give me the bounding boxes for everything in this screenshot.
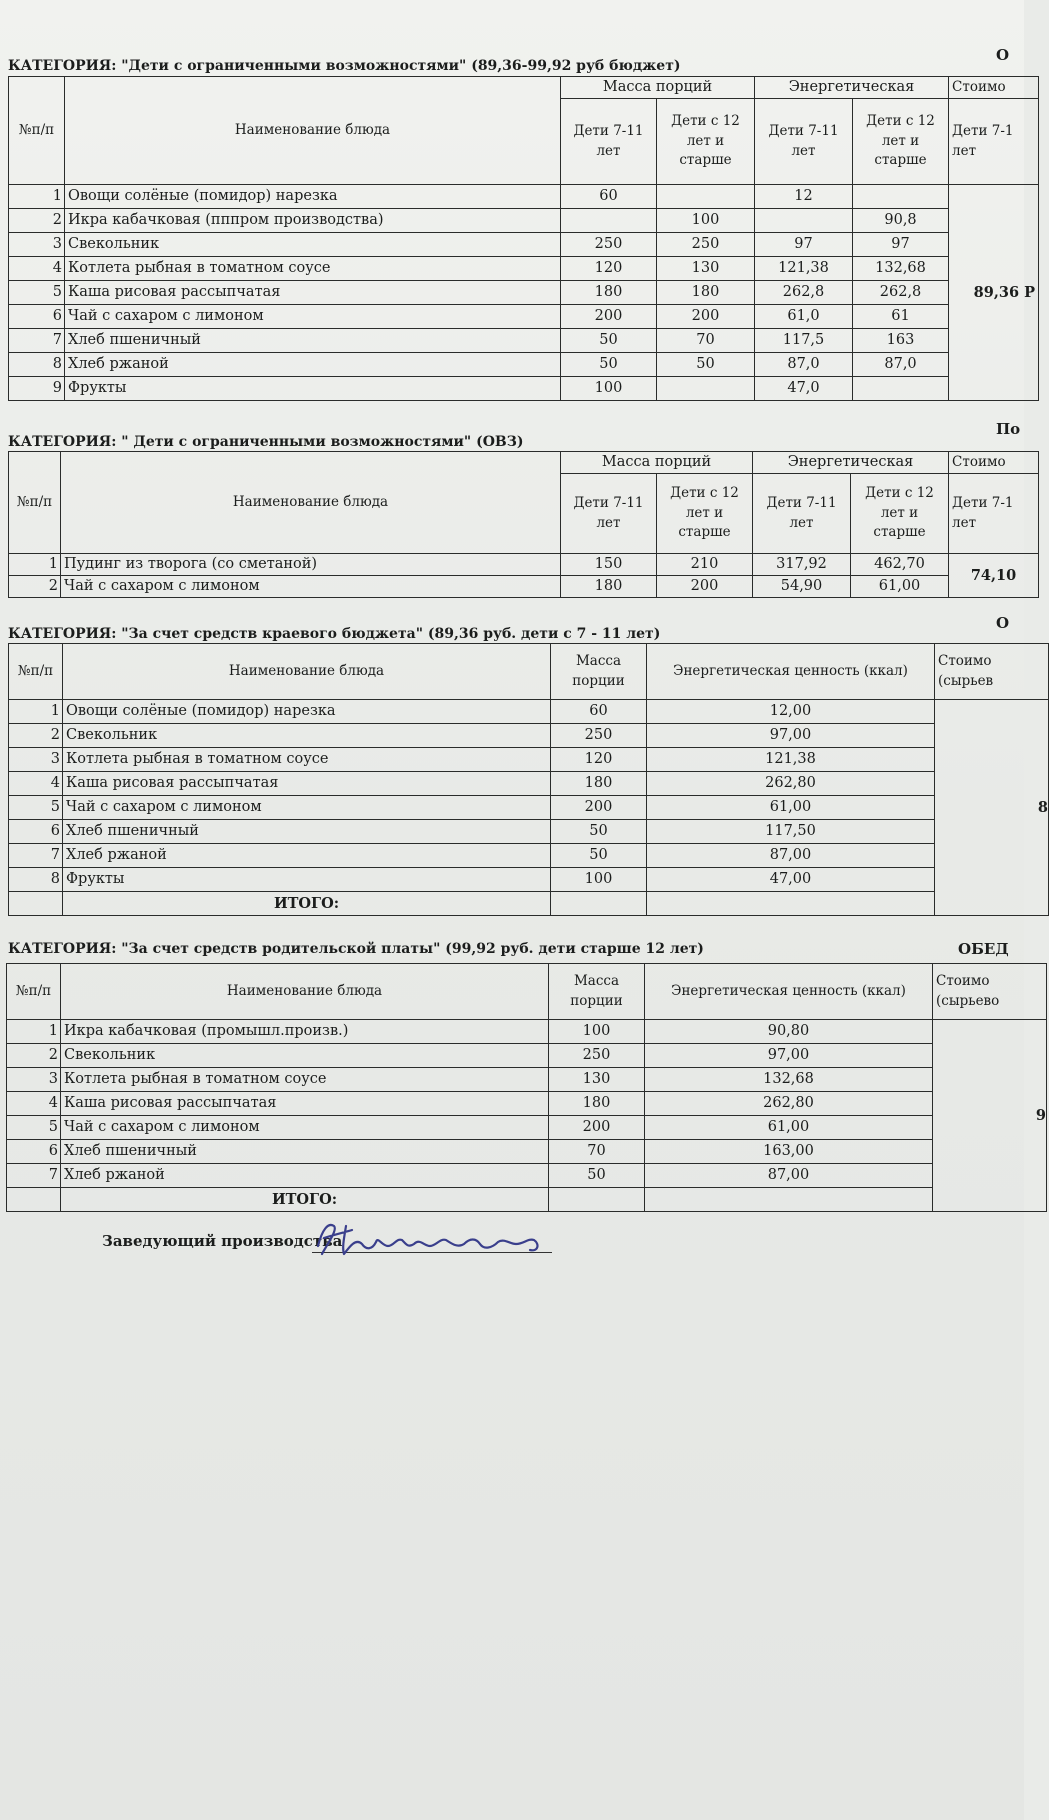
mass-7-11: 60	[561, 185, 657, 209]
header-energy: Энергетическая	[753, 452, 949, 474]
header-name: Наименование блюда	[61, 964, 549, 1020]
dish-name: Овощи солёные (помидор) нарезка	[65, 185, 561, 209]
row-number: 2	[7, 1044, 61, 1068]
menu-table-2	[8, 451, 1039, 598]
header-num: №п/п	[7, 964, 61, 1020]
energy-7-11: 47,0	[755, 377, 853, 401]
energy-7-11	[755, 209, 853, 233]
energy: 90,80	[645, 1020, 933, 1044]
row-number: 4	[7, 1092, 61, 1116]
row-number: 1	[9, 185, 65, 209]
row-number: 9	[9, 377, 65, 401]
total-blank	[9, 892, 63, 916]
mass: 200	[549, 1116, 645, 1140]
energy-12	[853, 377, 949, 401]
mass-12	[657, 377, 755, 401]
mass-12: 210	[657, 554, 753, 576]
energy-7-11: 87,0	[755, 353, 853, 377]
dish-name: Чай с сахаром с лимоном	[61, 1116, 549, 1140]
energy-7-11: 117,5	[755, 329, 853, 353]
header-energy-7-11: Дети 7-11 лет	[753, 474, 851, 554]
table-row	[9, 844, 1049, 868]
table-row	[9, 820, 1049, 844]
table-row	[9, 868, 1049, 892]
table-row	[9, 185, 1039, 209]
header-mass-7-11: Дети 7-11 лет	[561, 99, 657, 185]
total-blank	[7, 1188, 61, 1212]
energy: 117,50	[647, 820, 935, 844]
energy-12: 61	[853, 305, 949, 329]
mass: 250	[549, 1044, 645, 1068]
header-cost: Стоимо	[949, 452, 1039, 474]
dish-name: Овощи солёные (помидор) нарезка	[63, 700, 551, 724]
energy: 61,00	[647, 796, 935, 820]
mass-12: 100	[657, 209, 755, 233]
mass-12: 200	[657, 305, 755, 329]
total-row	[7, 1188, 1047, 1212]
header-name: Наименование блюда	[63, 644, 551, 700]
mass: 200	[551, 796, 647, 820]
energy-7-11: 61,0	[755, 305, 853, 329]
header-cost: Стоимо	[949, 77, 1039, 99]
energy: 121,38	[647, 748, 935, 772]
row-number: 3	[7, 1068, 61, 1092]
row-number: 4	[9, 257, 65, 281]
dish-name: Чай с сахаром с лимоном	[61, 576, 561, 598]
mass-12: 70	[657, 329, 755, 353]
row-number: 1	[9, 700, 63, 724]
mass-7-11: 120	[561, 257, 657, 281]
row-number: 3	[9, 748, 63, 772]
mass: 180	[549, 1092, 645, 1116]
cost-value: 74,10	[949, 554, 1039, 598]
header-cost-7-11: Дети 7-1 лет	[949, 99, 1039, 185]
energy-12: 462,70	[851, 554, 949, 576]
total-row	[9, 892, 1049, 916]
total-mass	[551, 892, 647, 916]
mass: 250	[551, 724, 647, 748]
mass-7-11	[561, 209, 657, 233]
header-cost-7-11: Дети 7-1 лет	[949, 474, 1039, 554]
row-number: 8	[9, 353, 65, 377]
cost-value: 9	[933, 1020, 1047, 1212]
header-energy-12: Дети с 12 лет и старше	[853, 99, 949, 185]
dish-name: Чай с сахаром с лимоном	[65, 305, 561, 329]
mass: 50	[551, 844, 647, 868]
mass-7-11: 50	[561, 353, 657, 377]
dish-name: Каша рисовая рассыпчатая	[63, 772, 551, 796]
table-row	[7, 1068, 1047, 1092]
category-title-4: КАТЕГОРИЯ: "За счет средств родительской платы" (99,92 руб. дети старше 12 лет)	[8, 941, 704, 957]
row-number: 6	[9, 820, 63, 844]
row-number: 7	[7, 1164, 61, 1188]
row-number: 1	[9, 554, 61, 576]
energy: 97,00	[647, 724, 935, 748]
mass: 50	[549, 1164, 645, 1188]
mass: 180	[551, 772, 647, 796]
energy-12: 90,8	[853, 209, 949, 233]
category-title-3: КАТЕГОРИЯ: "За счет средств краевого бюджета" (89,36 руб. дети с 7 - 11 лет)	[8, 626, 661, 642]
header-mass: Масса порции	[549, 964, 645, 1020]
table-row	[7, 1116, 1047, 1140]
header-cost: Стоимо (сырьево	[933, 964, 1047, 1020]
table-row	[9, 796, 1049, 820]
energy: 87,00	[645, 1164, 933, 1188]
mass-7-11: 180	[561, 281, 657, 305]
energy-12: 132,68	[853, 257, 949, 281]
mass-7-11: 50	[561, 329, 657, 353]
dish-name: Чай с сахаром с лимоном	[63, 796, 551, 820]
header-energy: Энергетическая	[755, 77, 949, 99]
menu-table-1	[8, 76, 1039, 401]
mass-12: 50	[657, 353, 755, 377]
row-number: 4	[9, 772, 63, 796]
header-mass: Масса порций	[561, 77, 755, 99]
table-row	[7, 1020, 1047, 1044]
mass-7-11: 250	[561, 233, 657, 257]
energy: 163,00	[645, 1140, 933, 1164]
mass: 120	[551, 748, 647, 772]
row-number: 2	[9, 576, 61, 598]
category-title-1: КАТЕГОРИЯ: "Дети с ограниченными возможностями" (89,36-99,92 руб бюджет)	[8, 58, 681, 74]
energy-12: 61,00	[851, 576, 949, 598]
mass: 50	[551, 820, 647, 844]
dish-name: Котлета рыбная в томатном соусе	[65, 257, 561, 281]
energy-7-11: 262,8	[755, 281, 853, 305]
row-number: 1	[7, 1020, 61, 1044]
dish-name: Свекольник	[65, 233, 561, 257]
menu-table-3	[8, 643, 1049, 916]
total-mass	[549, 1188, 645, 1212]
table-row	[9, 233, 1039, 257]
mass-7-11: 100	[561, 377, 657, 401]
cut-off-header-4: ОБЕД	[958, 940, 1009, 958]
header-num: №п/п	[9, 452, 61, 554]
table-row	[9, 377, 1039, 401]
header-energy: Энергетическая ценность (ккал)	[645, 964, 933, 1020]
table-row	[7, 1140, 1047, 1164]
dish-name: Каша рисовая рассыпчатая	[65, 281, 561, 305]
header-name: Наименование блюда	[61, 452, 561, 554]
handwritten-signature	[312, 1216, 562, 1260]
dish-name: Хлеб пшеничный	[65, 329, 561, 353]
energy: 87,00	[647, 844, 935, 868]
table-row	[9, 700, 1049, 724]
energy: 47,00	[647, 868, 935, 892]
energy: 132,68	[645, 1068, 933, 1092]
cut-off-header-2: По	[996, 420, 1021, 438]
energy: 97,00	[645, 1044, 933, 1068]
dish-name: Икра кабачковая (пппром производства)	[65, 209, 561, 233]
total-energy	[645, 1188, 933, 1212]
row-number: 6	[7, 1140, 61, 1164]
header-mass-12: Дети с 12 лет и старше	[657, 474, 753, 554]
dish-name: Хлеб ржаной	[63, 844, 551, 868]
header-mass: Масса порций	[561, 452, 753, 474]
cut-off-header-3: О	[996, 614, 1010, 632]
table-row	[9, 305, 1039, 329]
table-row	[9, 554, 1039, 576]
mass-12: 130	[657, 257, 755, 281]
dish-name: Фрукты	[65, 377, 561, 401]
mass-7-11: 200	[561, 305, 657, 329]
energy-7-11: 12	[755, 185, 853, 209]
dish-name: Хлеб ржаной	[61, 1164, 549, 1188]
energy-12: 262,8	[853, 281, 949, 305]
header-num: №п/п	[9, 77, 65, 185]
energy-7-11: 121,38	[755, 257, 853, 281]
dish-name: Пудинг из творога (со сметаной)	[61, 554, 561, 576]
mass-12: 200	[657, 576, 753, 598]
header-num: №п/п	[9, 644, 63, 700]
dish-name: Фрукты	[63, 868, 551, 892]
row-number: 5	[9, 281, 65, 305]
row-number: 7	[9, 844, 63, 868]
header-energy-12: Дети с 12 лет и старше	[851, 474, 949, 554]
row-number: 5	[9, 796, 63, 820]
header-energy: Энергетическая ценность (ккал)	[647, 644, 935, 700]
row-number: 6	[9, 305, 65, 329]
mass-12	[657, 185, 755, 209]
table-row	[9, 576, 1039, 598]
dish-name: Хлеб ржаной	[65, 353, 561, 377]
cut-off-header-1: О	[996, 46, 1010, 64]
header-mass-7-11: Дети 7-11 лет	[561, 474, 657, 554]
mass: 100	[551, 868, 647, 892]
energy: 61,00	[645, 1116, 933, 1140]
header-name: Наименование блюда	[65, 77, 561, 185]
row-number: 5	[7, 1116, 61, 1140]
table-row	[9, 748, 1049, 772]
dish-name: Каша рисовая рассыпчатая	[61, 1092, 549, 1116]
dish-name: Хлеб пшеничный	[63, 820, 551, 844]
row-number: 7	[9, 329, 65, 353]
mass: 60	[551, 700, 647, 724]
energy: 262,80	[647, 772, 935, 796]
row-number: 3	[9, 233, 65, 257]
table-row	[9, 257, 1039, 281]
mass-7-11: 150	[561, 554, 657, 576]
mass-12: 250	[657, 233, 755, 257]
header-mass-12: Дети с 12 лет и старше	[657, 99, 755, 185]
mass: 70	[549, 1140, 645, 1164]
table-row	[7, 1164, 1047, 1188]
mass-7-11: 180	[561, 576, 657, 598]
mass: 100	[549, 1020, 645, 1044]
header-mass: Масса порции	[551, 644, 647, 700]
energy-12: 97	[853, 233, 949, 257]
total-label: ИТОГО:	[63, 892, 551, 916]
table-row	[7, 1092, 1047, 1116]
energy-12: 87,0	[853, 353, 949, 377]
total-energy	[647, 892, 935, 916]
dish-name: Котлета рыбная в томатном соусе	[63, 748, 551, 772]
mass: 130	[549, 1068, 645, 1092]
energy-7-11: 317,92	[753, 554, 851, 576]
category-title-2: КАТЕГОРИЯ: " Дети с ограниченными возможностями" (ОВЗ)	[8, 434, 524, 450]
dish-name: Котлета рыбная в томатном соусе	[61, 1068, 549, 1092]
energy-12: 163	[853, 329, 949, 353]
dish-name: Свекольник	[63, 724, 551, 748]
row-number: 8	[9, 868, 63, 892]
total-label: ИТОГО:	[61, 1188, 549, 1212]
row-number: 2	[9, 209, 65, 233]
table-row	[9, 353, 1039, 377]
dish-name: Хлеб пшеничный	[61, 1140, 549, 1164]
table-row	[7, 1044, 1047, 1068]
signature-label: Заведующий производства	[102, 1232, 343, 1250]
cost-value: 8	[935, 700, 1049, 916]
table-row	[9, 329, 1039, 353]
table-row	[9, 772, 1049, 796]
mass-12: 180	[657, 281, 755, 305]
dish-name: Свекольник	[61, 1044, 549, 1068]
energy: 12,00	[647, 700, 935, 724]
energy-7-11: 54,90	[753, 576, 851, 598]
table-row	[9, 281, 1039, 305]
table-row	[9, 724, 1049, 748]
header-energy-7-11: Дети 7-11 лет	[755, 99, 853, 185]
cost-value: 89,36 Р	[949, 185, 1039, 401]
energy-12	[853, 185, 949, 209]
header-cost: Стоимо (сырьев	[935, 644, 1049, 700]
energy: 262,80	[645, 1092, 933, 1116]
energy-7-11: 97	[755, 233, 853, 257]
dish-name: Икра кабачковая (промышл.произв.)	[61, 1020, 549, 1044]
row-number: 2	[9, 724, 63, 748]
menu-table-4	[6, 963, 1047, 1212]
table-row	[9, 209, 1039, 233]
